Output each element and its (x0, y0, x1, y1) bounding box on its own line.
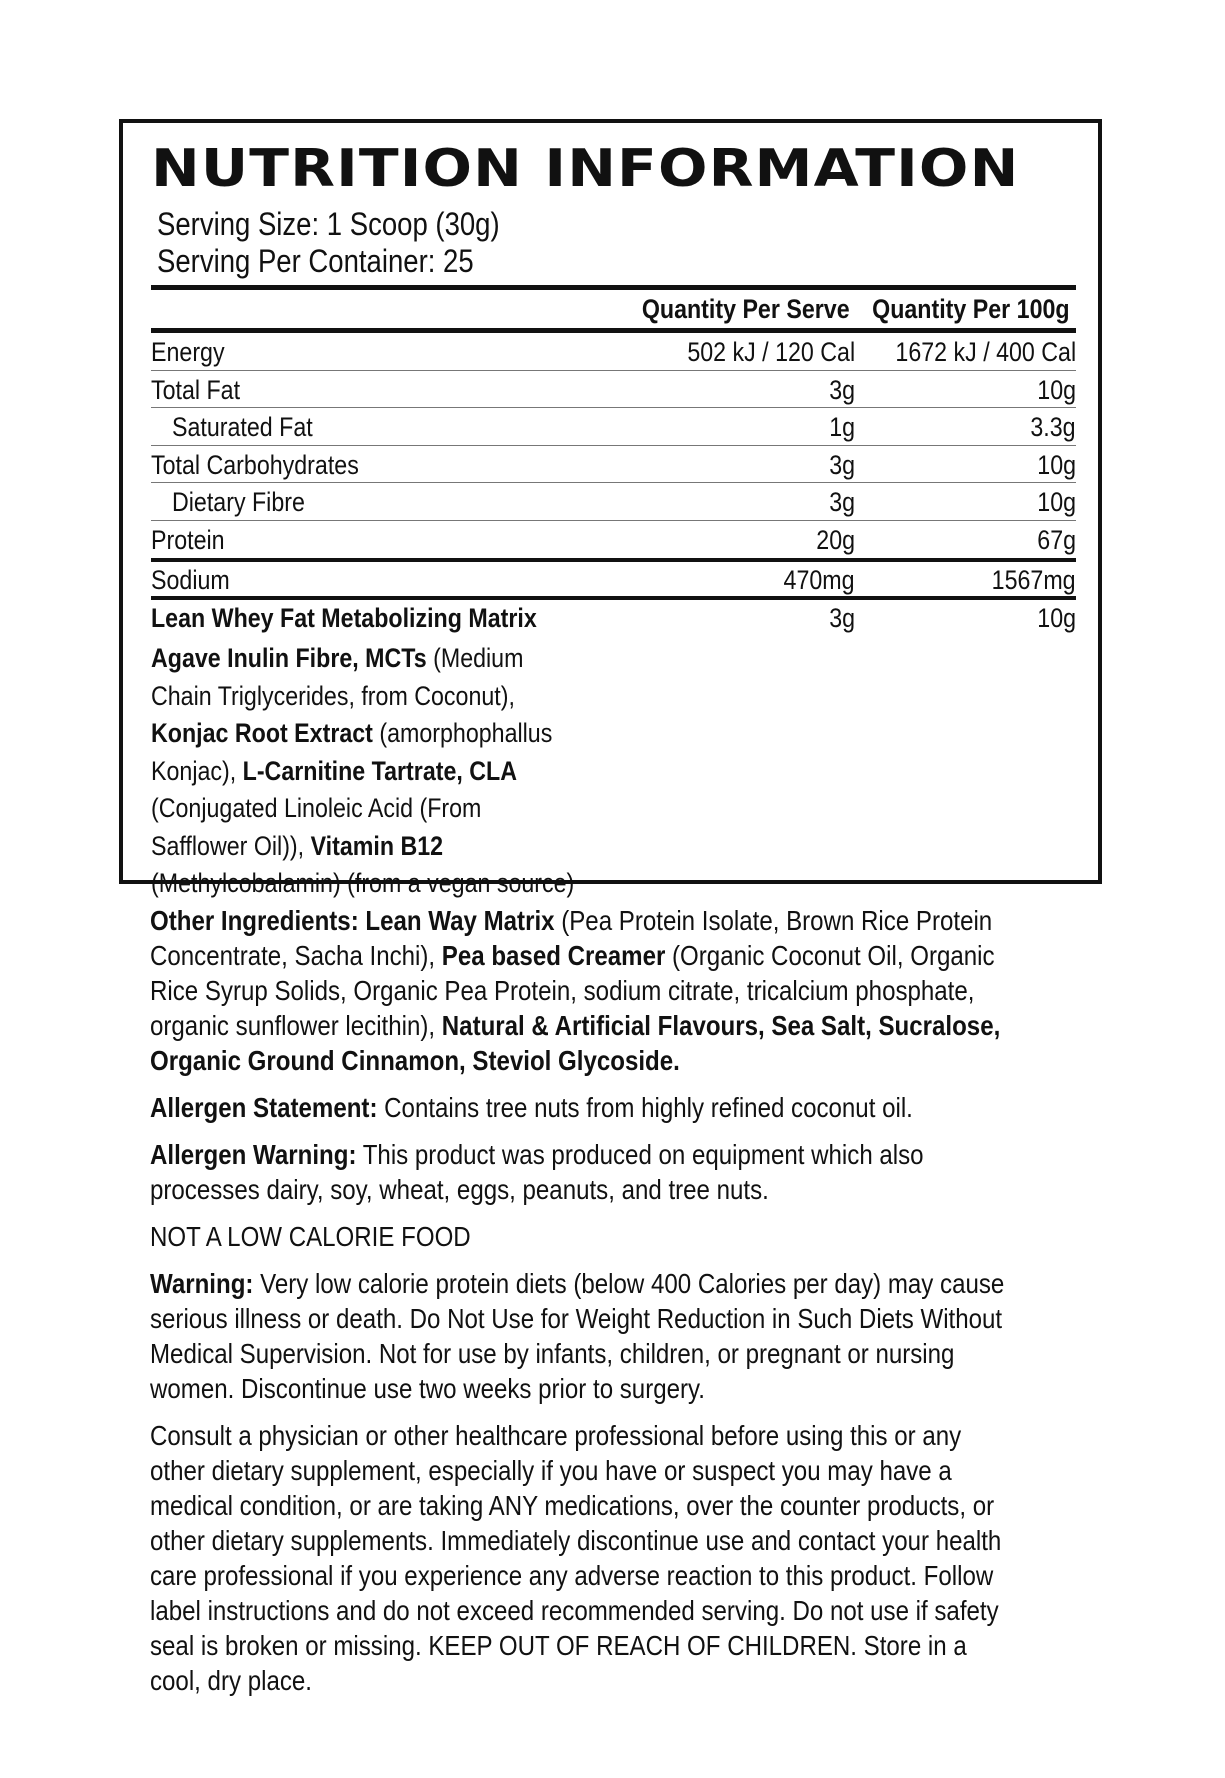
matrix-text: (Methylcobalamin) (from a vegan source) (151, 868, 575, 898)
label-text-section (150, 903, 1019, 1710)
row-name: Dietary Fibre (172, 487, 305, 517)
row-per-100g: 67g (1037, 525, 1076, 555)
row-per-serve: 3g (829, 450, 855, 480)
row-per-serve: 3g (829, 375, 855, 405)
table-row (151, 408, 1076, 445)
row-per-serve: 3g (829, 603, 855, 633)
matrix-bold: Konjac Root Extract (151, 718, 373, 748)
panel-title: NUTRITION INFORMATION (151, 139, 1020, 199)
matrix-bold: Agave Inulin Fibre, MCTs (151, 643, 427, 673)
allergen-warning-text: This product was produced on equipment which also processes dairy, soy, wheat, eggs, peanuts, and tree nuts. (150, 1139, 924, 1205)
table-row (151, 371, 1076, 408)
row-per-100g: 3.3g (1030, 412, 1076, 442)
consult-notice: Consult a physician or other healthcare professional before using this or any other dietary supplement, especially if you have or suspect you may have a medical condition, or are taking ANY medications, over the counter products, or other dietary supplements. Immediately discontinue use and contact your health care professional if you experience any adverse reaction to this product. Follow label instructions and do not exceed recommended serving. Do not use if safety seal is broken or missing. KEEP OUT OF REACH OF CHILDREN. Store in a cool, dry place. (150, 1420, 1002, 1696)
matrix-bold: L-Carnitine Tartrate, CLA (242, 755, 518, 786)
nutrition-panel (119, 119, 1102, 898)
row-per-serve: 1g (829, 412, 855, 442)
ingredients-text: (Organic Coconut Oil, Organic Rice Syrup Solids, Organic Pea Protein, sodium citrate, tricalcium phosphate, organic sunflower lecithin), (150, 940, 995, 1041)
row-per-100g: 10g (1037, 487, 1076, 517)
table-row (151, 599, 1076, 636)
warning-label: Warning: (150, 1268, 254, 1299)
row-name: Sodium (151, 565, 230, 595)
row-per-100g: 1672 kJ / 400 Cal (895, 337, 1076, 367)
column-header-per-100g: Quantity Per 100g (872, 294, 1070, 324)
table-row (151, 521, 1076, 558)
serving-size: Serving Size: 1 Scoop (30g) (157, 206, 500, 242)
allergen-statement-text: Contains tree nuts from highly refined coconut oil. (377, 1092, 913, 1123)
row-per-serve: 470mg (783, 565, 855, 595)
ingredients-bold: Lean Way Matrix (365, 905, 555, 936)
table-row (151, 561, 1076, 598)
low-calorie-notice: NOT A LOW CALORIE FOOD (150, 1221, 471, 1252)
ingredients-bold: Pea based Creamer (441, 940, 666, 971)
row-name: Saturated Fat (172, 412, 313, 442)
table-row (151, 483, 1076, 520)
allergen-warning (150, 1137, 1019, 1207)
allergen-statement (150, 1090, 1019, 1125)
row-name: Energy (151, 337, 225, 367)
row-name: Lean Whey Fat Metabolizing Matrix (151, 603, 537, 633)
row-per-serve: 3g (829, 487, 855, 517)
row-per-100g: 1567mg (992, 565, 1076, 595)
matrix-bold: Vitamin B12 (310, 830, 444, 861)
servings-per-container: Serving Per Container: 25 (157, 243, 474, 279)
matrix-text: (Medium Chain Triglycerides, from Coconut), (151, 643, 524, 711)
row-per-100g: 10g (1037, 375, 1076, 405)
column-header-per-serve: Quantity Per Serve (642, 294, 850, 324)
matrix-text: (amorphophallus Konjac), (151, 718, 553, 786)
row-name: Total Fat (151, 375, 241, 405)
warning (150, 1266, 1019, 1406)
ingredients-bold: Natural & Artificial Flavours, Sea Salt, Sucralose, Organic Ground Cinnamon, Steviol Glycoside. (150, 1010, 1001, 1076)
allergen-statement-label: Allergen Statement: (150, 1092, 378, 1123)
ingredients-label: Other Ingredients: (150, 905, 366, 936)
row-per-100g: 10g (1037, 450, 1076, 480)
header-rule-top (151, 285, 1076, 290)
matrix-text: (Conjugated Linoleic Acid (From Safflower Oil)), (151, 793, 482, 861)
ingredients-text: (Pea Protein Isolate, Brown Rice Protein Concentrate, Sacha Inchi), (150, 905, 993, 971)
table-row (151, 446, 1076, 483)
warning-text: Very low calorie protein diets (below 400 Calories per day) may cause serious illness or death. Do Not Use for Weight Reduction in Such Diets Without Medical Supervision. Not for use by infants, children, or pregnant or nursing women. Discontinue use two weeks prior to surgery. (150, 1268, 1005, 1404)
table-row (151, 333, 1076, 370)
row-name: Total Carbohydrates (151, 450, 359, 480)
row-per-100g: 10g (1037, 603, 1076, 633)
row-name: Protein (151, 525, 225, 555)
matrix-description (151, 640, 581, 903)
row-per-serve: 20g (816, 525, 855, 555)
allergen-warning-label: Allergen Warning: (150, 1139, 357, 1170)
other-ingredients (150, 903, 1019, 1078)
row-per-serve: 502 kJ / 120 Cal (687, 337, 855, 367)
